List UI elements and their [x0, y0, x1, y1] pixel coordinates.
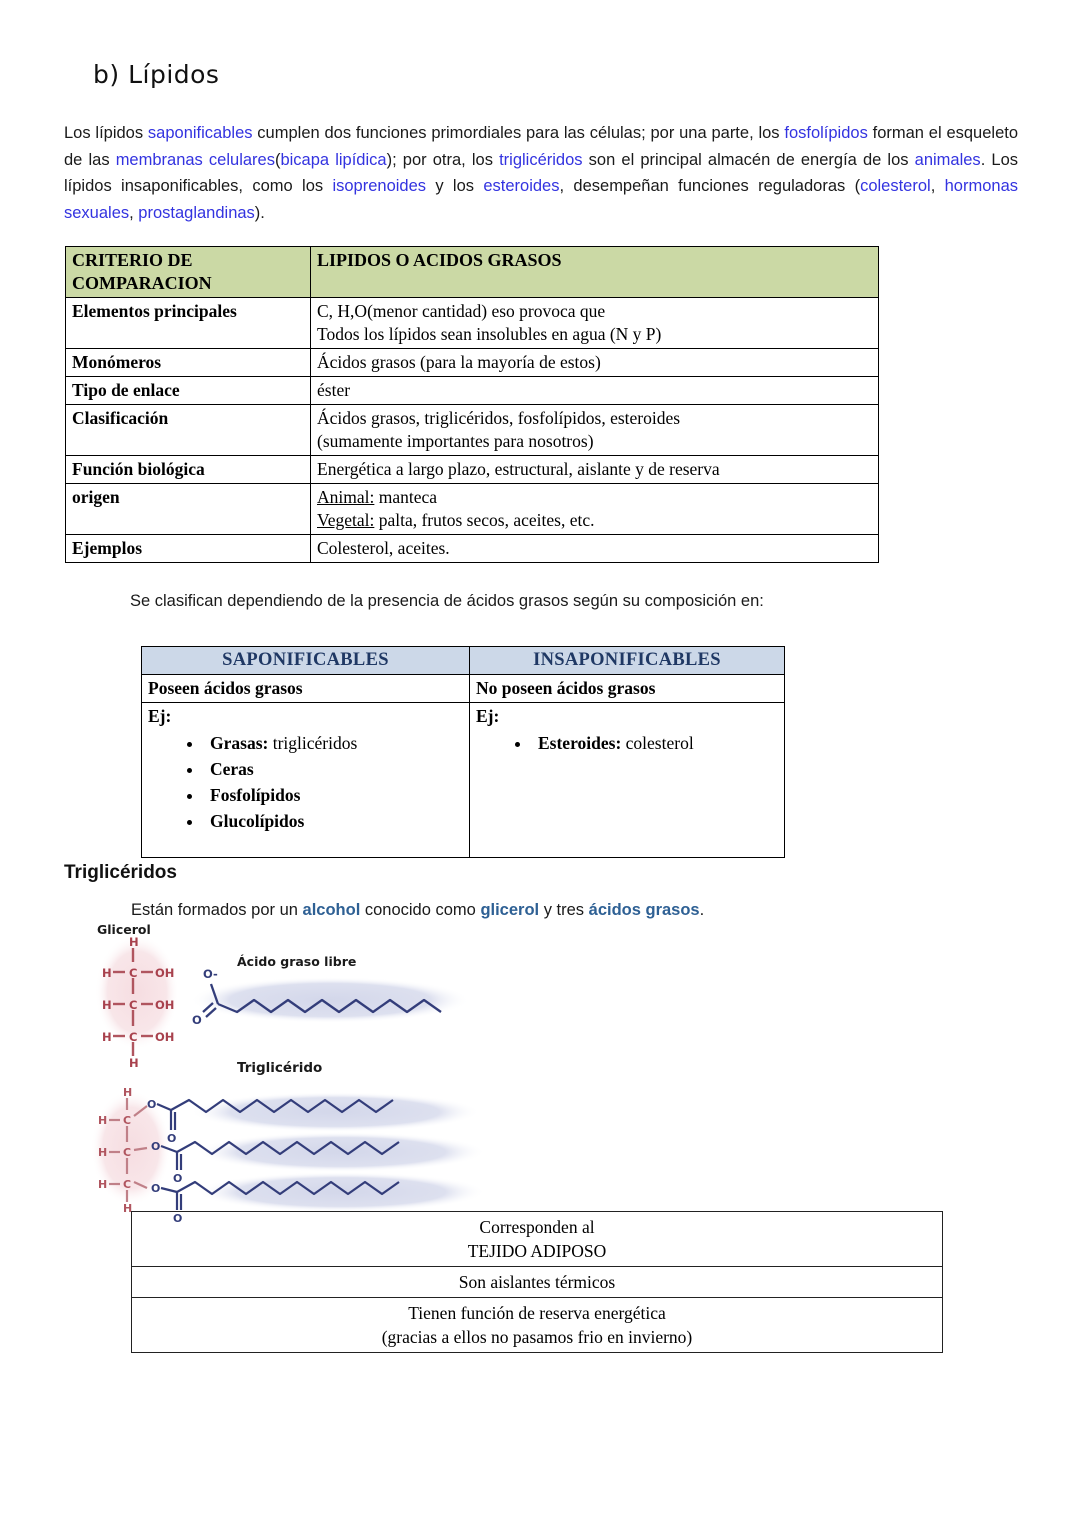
highlighted-term: prostaglandinas: [138, 203, 255, 222]
svg-text:H: H: [129, 1056, 139, 1070]
text-run: ).: [254, 203, 265, 222]
row-value: [311, 298, 879, 349]
underlined-label: Animal:: [317, 487, 375, 507]
highlighted-term: glicerol: [480, 901, 540, 919]
value-line: Ácidos grasos, triglicéridos, fosfolípidos, esteroides: [317, 408, 681, 428]
triglyceride-diagram: [85, 920, 605, 1225]
row-value: [311, 535, 879, 563]
table-row: [142, 647, 785, 675]
row-label: Clasificación: [66, 405, 311, 456]
highlighted-term: esteroides: [483, 177, 560, 195]
text-run: , desempeñan funciones reguladoras (: [559, 177, 861, 195]
row-value: [311, 405, 879, 456]
row-label: origen: [66, 484, 311, 535]
page-title: b) Lípidos: [93, 60, 220, 89]
value-line: Vegetal: palta, frutos secos, aceites, etc.: [317, 510, 595, 530]
svg-text:O: O: [173, 1212, 183, 1225]
table-row: [132, 1267, 943, 1298]
svg-text:O: O: [173, 1172, 183, 1185]
header-criterio: CRITERIO DE COMPARACION: [66, 247, 311, 298]
highlighted-term: animales: [914, 150, 981, 169]
text-run: Los lípidos: [64, 124, 148, 142]
value-line: Energética a largo plazo, estructural, aislante y de reserva: [317, 459, 720, 479]
cell-line: (gracias a ellos no pasamos frio en invierno): [381, 1327, 693, 1347]
row-label: Función biológica: [66, 456, 311, 484]
svg-text:OH: OH: [155, 1030, 175, 1044]
row-label: Monómeros: [66, 349, 311, 377]
table-row: [66, 247, 879, 298]
svg-text:C: C: [129, 998, 138, 1012]
svg-text:O: O: [192, 1013, 202, 1027]
value-line: (sumamente importantes para nosotros): [317, 431, 594, 451]
text-run: son el principal almacén de energía de los: [582, 150, 915, 169]
item-detail: colesterol: [621, 733, 694, 753]
svg-text:H: H: [123, 1202, 133, 1215]
table-cell: [132, 1212, 943, 1267]
ej-label-left: Ej:: [148, 706, 172, 726]
svg-text:H: H: [98, 1178, 108, 1191]
value-line: Todos los lípidos sean insolubles en agua (N y P): [317, 324, 662, 344]
header-lipidos: LIPIDOS O ACIDOS GRASOS: [311, 247, 879, 298]
svg-text:O-: O-: [203, 967, 218, 981]
value-line: C, H,O(menor cantidad) eso provoca que: [317, 301, 606, 321]
highlighted-term: triglicéridos: [499, 150, 583, 169]
cell-line: Son aislantes térmicos: [458, 1272, 616, 1292]
list-item: [204, 756, 463, 782]
table-row: [66, 535, 879, 563]
examples-list-insaponificables: [476, 730, 778, 756]
highlighted-term: isoprenoides: [332, 177, 427, 195]
item-term: Glucolípidos: [210, 811, 305, 831]
molecule-svg: [85, 920, 605, 1225]
highlighted-term: membranas celulares: [115, 150, 275, 169]
chain-blob-2: [196, 1132, 486, 1172]
row-value: [311, 484, 879, 535]
table-row: [132, 1298, 943, 1353]
underlined-label: Vegetal:: [317, 510, 375, 530]
svg-text:H: H: [129, 935, 139, 949]
svg-text:OH: OH: [155, 966, 175, 980]
classification-sentence: Se clasifican dependiendo de la presencia de ácidos grasos según su composición en:: [130, 592, 764, 610]
text-run: y los: [426, 177, 484, 195]
chain-blob-1: [190, 1092, 480, 1132]
svg-text:H: H: [102, 1030, 112, 1044]
svg-text:C: C: [123, 1114, 132, 1127]
text-run: ,: [129, 203, 139, 222]
value-line: Colesterol, aceites.: [317, 538, 450, 558]
row-value: [311, 349, 879, 377]
highlighted-term: bicapa lipídica: [280, 150, 387, 169]
item-term: Fosfolípidos: [210, 785, 301, 805]
highlighted-term: saponificables: [147, 124, 253, 142]
ej-label-right: Ej:: [476, 706, 500, 726]
examples-list-saponificables: [148, 730, 463, 834]
text-run: cumplen dos funciones primordiales para las células; por una parte, los: [252, 124, 785, 142]
row-label: Tipo de enlace: [66, 377, 311, 405]
cell-line: Corresponden al: [479, 1217, 595, 1237]
list-item: [204, 782, 463, 808]
item-term: Ceras: [210, 759, 254, 779]
cell-examples-insaponificables: [470, 703, 785, 858]
list-item: [532, 730, 778, 756]
svg-text:O: O: [167, 1132, 177, 1145]
table-row: [66, 456, 879, 484]
svg-text:C: C: [123, 1178, 132, 1191]
svg-text:C: C: [129, 1030, 138, 1044]
table-row: [132, 1212, 943, 1267]
table-row: [66, 377, 879, 405]
saponifiables-table: [141, 646, 785, 858]
cell-examples-saponificables: [142, 703, 470, 858]
highlighted-term: alcohol: [302, 901, 361, 919]
text-run: Están formados por un: [131, 901, 303, 919]
table-row: [66, 298, 879, 349]
adipose-tissue-table: [131, 1211, 943, 1353]
fatty-acid-label: Ácido graso libre: [237, 954, 357, 969]
svg-text:H: H: [102, 998, 112, 1012]
row-label: Elementos principales: [66, 298, 311, 349]
table-row: [66, 405, 879, 456]
svg-text:H: H: [102, 966, 112, 980]
svg-text:H: H: [98, 1114, 108, 1127]
cell-poseen-acidos: Poseen ácidos grasos: [142, 675, 470, 703]
row-value: [311, 456, 879, 484]
fatty-acid-highlight-blob: [190, 977, 470, 1023]
section-heading-trigliceridos: Triglicéridos: [64, 862, 177, 883]
cell-line: Tienen función de reserva energética: [408, 1303, 666, 1323]
value-line: Animal: manteca: [317, 487, 438, 507]
svg-text:O: O: [151, 1140, 161, 1153]
text-run: ,: [930, 177, 945, 195]
row-value: [311, 377, 879, 405]
table-row: [142, 703, 785, 858]
table-row: [142, 675, 785, 703]
cell-line: TEJIDO ADIPOSO: [467, 1241, 607, 1261]
table-row: [66, 484, 879, 535]
value-line: éster: [317, 380, 351, 400]
svg-text:H: H: [123, 1086, 133, 1099]
text-run: (: [274, 150, 281, 169]
header-saponificables: SAPONIFICABLES: [142, 647, 470, 675]
table-cell: [132, 1267, 943, 1298]
highlighted-term: colesterol: [860, 177, 931, 195]
row-label: Ejemplos: [66, 535, 311, 563]
svg-text:C: C: [123, 1146, 132, 1159]
value-line: Ácidos grasos (para la mayoría de estos): [317, 352, 601, 372]
list-item: [204, 808, 463, 834]
cell-no-poseen-acidos: No poseen ácidos grasos: [470, 675, 785, 703]
header-insaponificables: INSAPONIFICABLES: [470, 647, 785, 675]
text-run: ); por otra, los: [386, 150, 500, 169]
item-term: Grasas:: [210, 733, 269, 753]
text-run: conocido como: [360, 901, 481, 919]
highlighted-term: fosfolípidos: [784, 124, 868, 142]
text-run: . Los lípidos insaponificables, como los: [64, 150, 1018, 195]
comparison-table: [65, 246, 879, 563]
list-item: [204, 730, 463, 756]
glycerol-label: Glicerol: [97, 922, 151, 937]
item-detail: triglicéridos: [268, 733, 358, 753]
svg-text:OH: OH: [155, 998, 175, 1012]
triglyceride-label: Triglicérido: [237, 1060, 323, 1076]
intro-paragraph: [64, 120, 1018, 226]
chain-blob-3: [196, 1172, 486, 1212]
svg-text:O: O: [147, 1098, 157, 1111]
text-run: forman el esqueleto de las: [64, 124, 1018, 169]
highlighted-term: ácidos grasos: [588, 901, 700, 919]
text-run: y tres: [539, 901, 589, 919]
svg-text:H: H: [98, 1146, 108, 1159]
table-row: [66, 349, 879, 377]
table-cell: [132, 1298, 943, 1353]
highlighted-term: hormonas sexuales: [64, 177, 1018, 222]
item-term: Esteroides:: [538, 733, 622, 753]
svg-text:O: O: [151, 1182, 161, 1195]
text-run: .: [699, 901, 705, 919]
svg-text:C: C: [129, 966, 138, 980]
